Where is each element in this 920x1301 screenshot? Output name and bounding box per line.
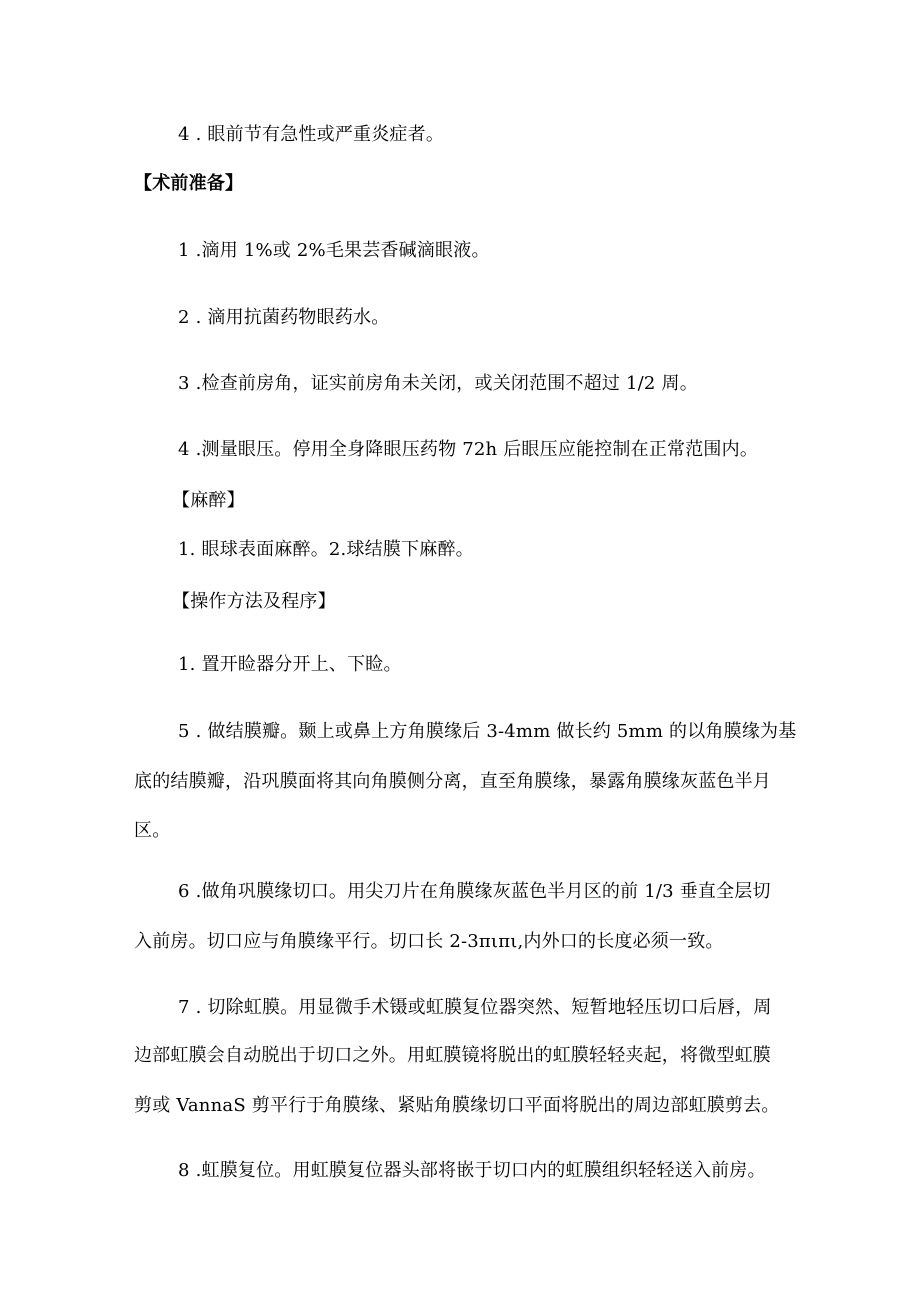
procedure-item-5-line-3: 区。 [134,820,171,841]
section-heading-procedure: 【操作方法及程序】 [172,591,336,612]
procedure-item-7-line-3: 剪或 VannaS 剪平行于角膜缘、紧贴角膜缘切口平面将脱出的周边部虹膜剪去。 [134,1095,780,1116]
procedure-item-6-line-1: 6 .做角巩膜缘切口。用尖刀片在角膜缘灰蓝色半月区的前 1/3 垂直全层切 [178,881,771,902]
procedure-item-7-line-1: 7 . 切除虹膜。用显微手术镊或虹膜复位器突然、短暂地轻压切口后唇，周 [178,997,772,1018]
section-heading-preop: 【术前准备】 [134,173,244,194]
preop-item-3: 3 .检查前房角，证实前房角未关闭，或关闭范围不超过 1/2 周。 [178,373,698,394]
procedure-item-5-line-2: 底的结膜瓣，沿巩膜面将其向角膜侧分离，直至角膜缘，暴露角膜缘灰蓝色半月 [134,771,771,792]
procedure-item-7-line-2: 边部虹膜会自动脱出于切口之外。用虹膜镜将脱出的虹膜轻轻夹起，将微型虹膜 [134,1045,771,1066]
procedure-item-8: 8 .虹膜复位。用虹膜复位器头部将嵌于切口内的虹膜组织轻轻送入前房。 [178,1160,766,1181]
preop-item-1: 1 .滴用 1%或 2%毛果芸香碱滴眼液。 [178,240,490,261]
section-heading-anesthesia: 【麻醉】 [172,490,245,511]
anesthesia-items: 1. 眼球表面麻醉。2.球结膜下麻醉。 [178,539,474,560]
preop-item-2: 2 . 滴用抗菌药物眼药水。 [178,307,390,328]
preop-item-4: 4 .测量眼压。停用全身降眼压药物 72h 后眼压应能控制在正常范围内。 [178,439,759,460]
procedure-item-1: 1. 置开睑器分开上、下睑。 [178,654,402,675]
contraindication-item-4: 4 . 眼前节有急性或严重炎症者。 [178,124,445,145]
procedure-item-5-line-1: 5 . 做结膜瓣。颞上或鼻上方角膜缘后 3-4mm 做长约 5mm 的以角膜缘为基 [178,721,797,742]
procedure-item-6-line-2: 入前房。切口应与角膜缘平行。切口长 2-3πιπι,内外口的长度必须一致。 [134,931,724,952]
